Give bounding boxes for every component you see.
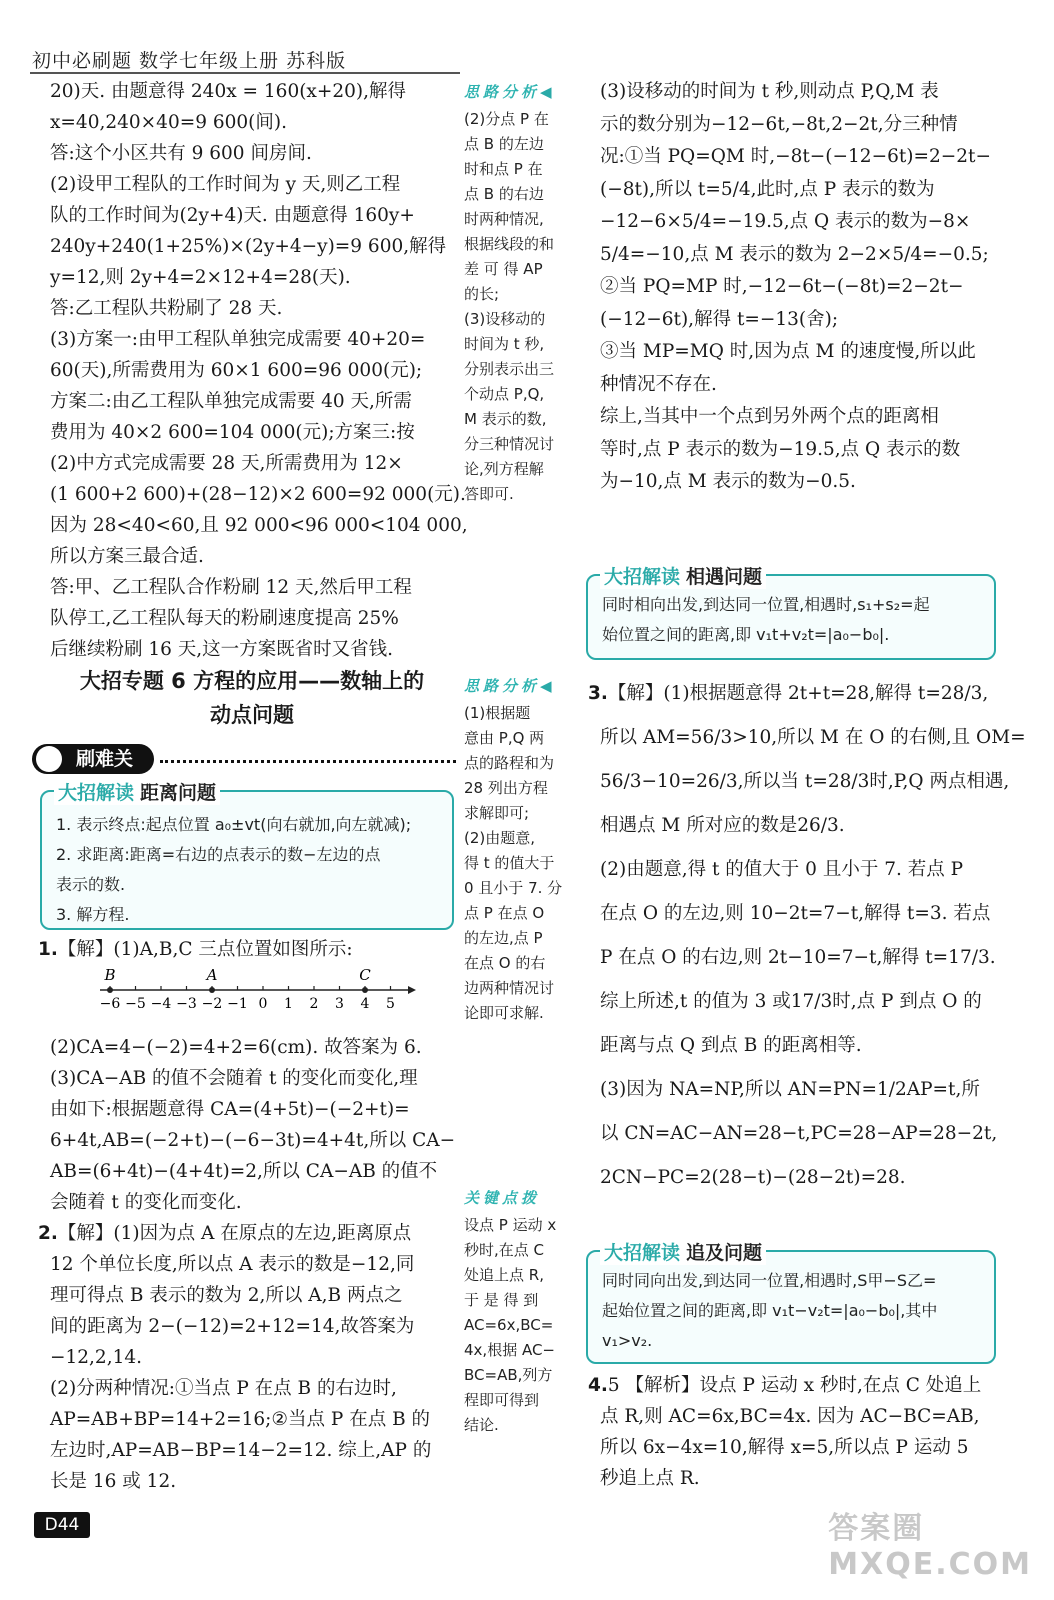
running-header: 初中必刷题 数学七年级上册 苏科版 <box>32 50 347 72</box>
question-2 <box>38 1218 458 1497</box>
side-note-line: 点 P 在点 O <box>464 904 545 922</box>
side-note-line: (1)根据题 <box>464 704 531 722</box>
question-1 <box>38 934 458 965</box>
text-line: 为−10,点 M 表示的数为−0.5. <box>600 471 856 492</box>
tip-title-main: 大招解读 <box>58 782 135 804</box>
side-note-line: 个动点 P,Q, <box>464 385 545 403</box>
tip-line: 始位置之间的距离,即 v₁t+v₂t=|a₀−b₀|. <box>602 625 890 644</box>
side-note-line: 意由 P,Q 两 <box>464 729 545 747</box>
text-line: 理可得点 B 表示的数为 2,所以 A,B 两点之 <box>50 1285 403 1306</box>
side-note-line: 根据线段的和 <box>464 235 555 253</box>
text-line: 间的距离为 2−(−12)=2+12=14,故答案为 <box>50 1316 415 1337</box>
side-note-line: 时间为 t 秒, <box>464 335 545 353</box>
arrow-icon: ◀ <box>540 677 556 695</box>
text-line: (2)设甲工程队的工作时间为 y 天,则乙工程 <box>50 174 401 195</box>
side-note-line: AC=6x,BC= <box>464 1316 554 1334</box>
text-line: 由如下:根据题意得 CA=(4+5t)−(−2+t)= <box>50 1099 410 1120</box>
text-line: 示的数分别为−12−6t,−8t,2−2t,分三种情 <box>600 113 958 135</box>
text-line: (1 600+2 600)+(28−12)×2 600=92 000(元). <box>50 484 466 505</box>
side-note-line: 分别表示出三 <box>464 360 555 378</box>
text-line: 种情况不存在. <box>600 373 717 395</box>
text-line: 所以 AM=56/3>10,所以 M 在 O 的右侧,且 OM= <box>600 727 1026 748</box>
text-line: 60(天),所需费用为 60×1 600=96 000(元); <box>50 360 423 381</box>
side-note-line: 得 t 的值大于 <box>464 854 555 872</box>
text-line: (−8t),所以 t=5/4,此时,点 P 表示的数为 <box>600 178 935 200</box>
text-line: 以 CN=AC−AN=28−t,PC=28−AP=28−2t, <box>600 1123 998 1144</box>
number-line-tick-label: −2 <box>201 996 223 1012</box>
side-note-line: 答即可. <box>464 485 514 503</box>
number-line-point-label: A <box>206 968 218 984</box>
number-line-tick-label: 0 <box>258 996 268 1012</box>
side-note-line: 论,列方程解 <box>464 460 544 478</box>
text-line: 相遇点 M 所对应的数是26/3. <box>600 815 845 836</box>
side-note-line: (2)由题意, <box>464 829 536 847</box>
question-number: 4. <box>588 1375 608 1396</box>
tip-title-main: 大招解读 <box>604 566 681 588</box>
tip-box-distance <box>40 782 454 930</box>
text-line: (3)方案一:由甲工程队单独完成需要 40+20= <box>50 329 426 350</box>
text-line: 答:这个小区共有 9 600 间房间. <box>50 143 312 164</box>
text-line: 20)天. 由题意得 240x = 160(x+20),解得 <box>50 81 407 102</box>
side-note-line: 边两种情况讨 <box>464 979 555 997</box>
number-line-tick-label: 2 <box>309 996 319 1012</box>
text-line: −12−6×5/4=−19.5,点 Q 表示的数为−8× <box>600 211 971 232</box>
side-note-line: (3)设移动的 <box>464 310 546 328</box>
text-line: 秒追上点 R. <box>600 1468 700 1489</box>
side-note-line: 求解即可; <box>464 804 530 822</box>
side-note-line: 分三种情况讨 <box>464 435 555 453</box>
text-line: 5/4=−10,点 M 表示的数为 2−2×5/4=−0.5; <box>600 243 989 265</box>
tip-body <box>602 1266 984 1356</box>
side-note-title: 关键点拨 <box>464 1189 541 1207</box>
text-line: ③当 MP=MQ 时,因为点 M 的速度慢,所以此 <box>600 341 976 362</box>
dotted-divider <box>160 760 456 763</box>
text-line: 因为 28<40<60,且 92 000<96 000<104 000, <box>50 515 468 536</box>
tip-line: 2. 求距离:距离=右边的点表示的数−左边的点 <box>56 845 381 864</box>
tip-title <box>600 562 766 589</box>
watermark-logo: 答案圈 MXQE.COM <box>828 1511 1032 1582</box>
text-line: AP=AB+BP=14+2=16;②当点 P 在点 B 的 <box>50 1409 431 1430</box>
tip-body <box>56 810 442 930</box>
text-line: 所以方案三最合适. <box>50 546 204 567</box>
text-line: 12 个单位长度,所以点 A 表示的数是−12,同 <box>50 1254 415 1275</box>
text-line: 距离与点 Q 到点 B 的距离相等. <box>600 1035 862 1056</box>
text-line: 【解】(1)A,B,C 三点位置如图所示: <box>57 939 353 960</box>
tip-line: 同时相向出发,到达同一位置,相遇时,s₁+s₂=起 <box>602 595 930 614</box>
tip-body <box>602 590 984 650</box>
page-number: D44 <box>34 1512 90 1538</box>
number-line-point-label: B <box>104 968 116 984</box>
side-note-line: (2)分点 P 在 <box>464 110 549 128</box>
text-line: x=40,240×40=9 600(间). <box>50 112 287 133</box>
number-line-tick-label: −6 <box>99 996 121 1012</box>
side-note-line: 于 是 得 到 <box>464 1291 539 1309</box>
side-note-line: 4x,根据 AC− <box>464 1341 555 1359</box>
text-line: (3)因为 NA=NP,所以 AN=PN=1/2AP=t,所 <box>600 1079 980 1100</box>
side-note-line: 的长; <box>464 285 500 303</box>
tip-line: 表示的数. <box>56 875 126 894</box>
number-line-tick-label: 4 <box>360 996 370 1012</box>
side-note-line: 点的路程和为 <box>464 754 555 772</box>
badge-icon <box>36 746 62 772</box>
tip-title <box>54 778 220 805</box>
text-line: 后继续粉刷 16 天,这一方案既省时又省钱. <box>50 639 394 660</box>
side-note-line: 程即可得到 <box>464 1391 540 1409</box>
text-line: 2CN−PC=2(28−t)−(28−2t)=28. <box>600 1167 906 1188</box>
text-line: (2)由题意,得 t 的值大于 0 且小于 7. 若点 P <box>600 859 964 880</box>
text-line: 答:甲、乙工程队合作粉刷 12 天,然后甲工程 <box>50 577 412 598</box>
topic-title-line1: 大招专题 6 方程的应用——数轴上的 <box>79 669 425 693</box>
side-note-line: 处追上点 R, <box>464 1266 544 1284</box>
number-line <box>96 968 416 1018</box>
text-line: 综上,当其中一个点到另外两个点的距离相 <box>600 406 939 427</box>
side-note-line: 28 列出方程 <box>464 779 548 797</box>
number-line-point <box>107 987 113 993</box>
number-line-point <box>209 987 215 993</box>
text-line: 【解】(1)根据题意得 2t+t=28,解得 t=28/3, <box>607 683 989 704</box>
number-line-tick-label: −3 <box>176 996 197 1012</box>
text-line: 左边时,AP=AB−BP=14−2=12. 综上,AP 的 <box>50 1440 432 1461</box>
text-line: 【解】(1)因为点 A 在原点的左边,距离原点 <box>57 1223 412 1244</box>
text-line: 点 R,则 AC=6x,BC=4x. 因为 AC−BC=AB, <box>600 1406 980 1427</box>
text-line: 费用为 40×2 600=104 000(元);方案三:按 <box>50 422 415 443</box>
arrow-icon: ◀ <box>540 83 556 101</box>
question-4 <box>588 1370 1002 1494</box>
tip-title <box>600 1238 766 1265</box>
side-note-line: 差 可 得 AP <box>464 260 543 278</box>
question-number: 2. <box>38 1223 58 1244</box>
tip-line: 1. 表示终点:起点位置 a₀±vt(向右就加,向左就减); <box>56 815 412 834</box>
side-note-line: 秒时,在点 C <box>464 1241 545 1259</box>
number-line-point-label: C <box>359 968 371 984</box>
text-line: −12,2,14. <box>50 1347 142 1368</box>
text-line: 5 【解析】设点 P 运动 x 秒时,在点 C 处追上 <box>607 1375 982 1396</box>
tip-title-sub: 距离问题 <box>140 782 217 804</box>
side-note-line: 时两种情况, <box>464 210 544 228</box>
topic-title-line2: 动点问题 <box>210 703 294 727</box>
badge-label: 刷难关 <box>76 748 134 770</box>
tip-title-sub: 相遇问题 <box>686 566 763 588</box>
side-note-analysis-2 <box>464 674 572 1026</box>
text-line: (−12−6t),解得 t=−13(舍); <box>600 308 839 330</box>
text-line: 会随着 t 的变化而变化. <box>50 1192 242 1213</box>
side-note-line: 0 且小于 7. 分 <box>464 879 563 897</box>
text-line: 况:①当 PQ=QM 时,−8t−(−12−6t)=2−2t− <box>600 146 991 167</box>
tip-title-main: 大招解读 <box>604 1242 681 1264</box>
text-line: 队停工,乙工程队每天的粉刷速度提高 25% <box>50 608 399 629</box>
side-note-line: BC=AB,列方 <box>464 1366 553 1384</box>
text-line: (3)CA−AB 的值不会随着 t 的变化而变化,理 <box>50 1068 418 1089</box>
tip-line: 3. 解方程. <box>56 905 130 924</box>
text-line: (3)设移动的时间为 t 秒,则动点 P,Q,M 表 <box>600 81 939 102</box>
text-line: AB=(6+4t)−(4+4t)=2,所以 CA−AB 的值不 <box>50 1161 438 1182</box>
number-line-tick-label: 3 <box>335 996 344 1012</box>
text-line: (2)中方式完成需要 28 天,所需费用为 12× <box>50 453 403 474</box>
tip-title-sub: 追及问题 <box>686 1242 763 1264</box>
text-line: 综上所述,t 的值为 3 或17/3时,点 P 到点 O 的 <box>600 991 982 1012</box>
side-note-line: 点 B 的右边 <box>464 185 544 203</box>
header-rule <box>30 72 460 74</box>
text-line: 长是 16 或 12. <box>50 1471 177 1492</box>
tip-line: 同时同向出发,到达同一位置,相遇时,S甲−S乙= <box>602 1271 937 1290</box>
text-line: 等时,点 P 表示的数为−19.5,点 Q 表示的数 <box>600 438 961 460</box>
number-line-tick-label: 1 <box>284 996 293 1012</box>
topic-title <box>52 664 452 732</box>
question-1-body <box>50 1032 458 1218</box>
number-line-tick-label: −4 <box>150 996 172 1012</box>
text-line: 240y+240(1+25%)×(2y+4−y)=9 600,解得 <box>50 236 447 257</box>
text-line: 答:乙工程队共粉刷了 28 天. <box>50 298 283 319</box>
text-line: 方案二:由乙工程队单独完成需要 40 天,所需 <box>50 391 412 412</box>
text-line: 在点 O 的左边,则 10−2t=7−t,解得 t=3. 若点 <box>600 903 991 924</box>
text-line: 队的工作时间为(2y+4)天. 由题意得 160y+ <box>50 205 415 226</box>
side-note-line: 论即可求解. <box>464 1004 544 1022</box>
tip-box-chase <box>586 1242 996 1364</box>
text-line: 所以 6x−4x=10,解得 x=5,所以点 P 运动 5 <box>600 1437 969 1458</box>
question-number: 1. <box>38 939 58 960</box>
side-note-line: 点 B 的左边 <box>464 135 544 153</box>
side-note-key-hint <box>464 1186 572 1438</box>
side-note-analysis-1 <box>464 80 572 507</box>
side-note-title: 思路分析◀ <box>464 677 556 695</box>
tip-box-meeting <box>586 566 996 660</box>
text-line: (2)分两种情况:①当点 P 在点 B 的右边时, <box>50 1378 397 1399</box>
question-3 <box>588 672 1026 1200</box>
difficulty-badge <box>32 742 156 776</box>
right-continuation <box>600 76 1002 499</box>
number-line-point <box>362 987 368 993</box>
left-continuation <box>50 76 468 665</box>
side-note-line: 时和点 P 在 <box>464 160 543 178</box>
text-line: P 在点 O 的右边,则 2t−10=7−t,解得 t=17/3. <box>600 947 996 968</box>
text-line: y=12,则 2y+4=2×12+4=28(天). <box>50 267 351 288</box>
number-line-tick-label: 5 <box>386 996 395 1012</box>
side-note-line: 结论. <box>464 1416 499 1434</box>
side-note-title: 思路分析◀ <box>464 83 556 101</box>
number-line-tick-label: −5 <box>125 996 146 1012</box>
text-line: ②当 PQ=MP 时,−12−6t−(−8t)=2−2t− <box>600 276 964 297</box>
side-note-line: M 表示的数, <box>464 410 547 428</box>
tip-line: 起始位置之间的距离,即 v₁t−v₂t=|a₀−b₀|,其中 <box>602 1301 938 1320</box>
side-note-line: 的左边,点 P <box>464 929 543 947</box>
text-line: 56/3−10=26/3,所以当 t=28/3时,P,Q 两点相遇, <box>600 771 1010 792</box>
side-note-line: 设点 P 运动 x <box>464 1216 557 1234</box>
side-note-line: 在点 O 的右 <box>464 954 546 972</box>
number-line-tick-label: −1 <box>227 996 248 1012</box>
text-line: (2)CA=4−(−2)=4+2=6(cm). 故答案为 6. <box>50 1037 422 1058</box>
text-line: 6+4t,AB=(−2+t)−(−6−3t)=4+4t,所以 CA− <box>50 1130 456 1151</box>
question-number: 3. <box>588 683 608 704</box>
tip-line: v₁>v₂. <box>602 1331 653 1350</box>
